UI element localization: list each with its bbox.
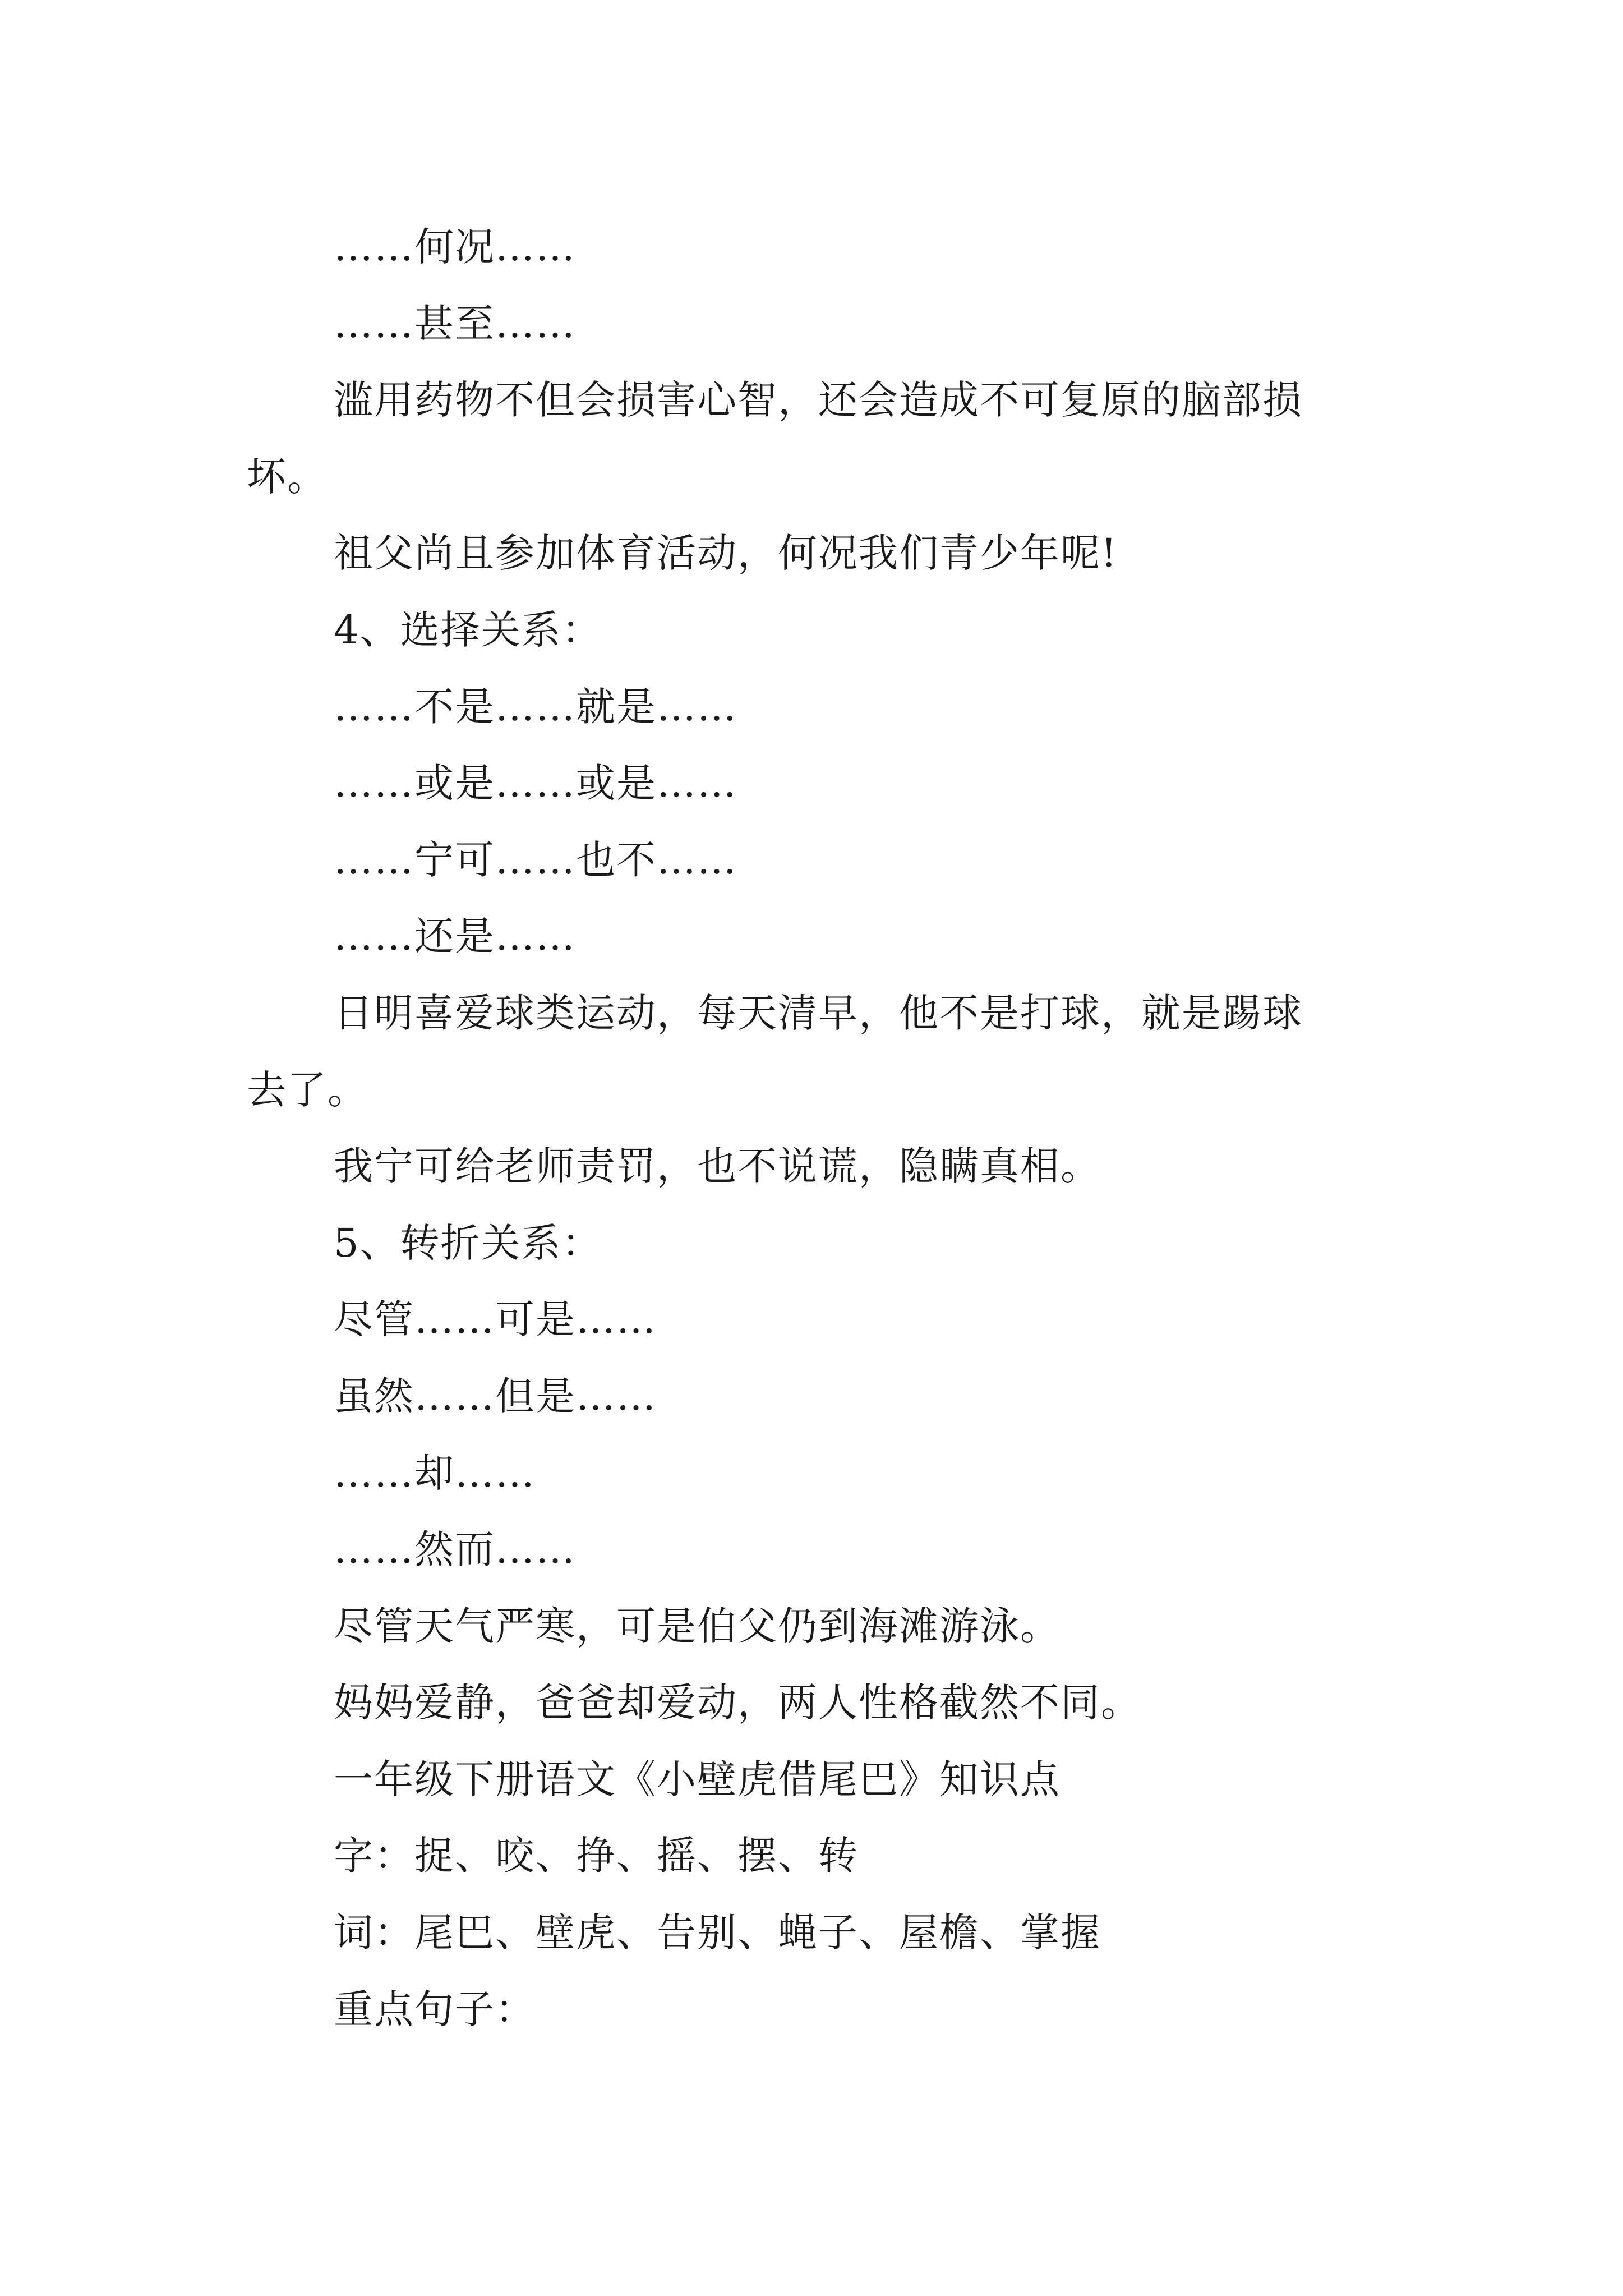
text-line: 日明喜爱球类运动，每天清早，他不是打球，就是踢球: [334, 990, 1303, 1036]
text-line: 虽然……但是……: [334, 1373, 657, 1419]
text-line: ……还是……: [334, 913, 576, 960]
text-line: 词：尾巴、壁虎、告别、蝇子、屋檐、掌握: [334, 1910, 1101, 1956]
document-body: [247, 209, 1391, 2047]
text-line: ……甚至……: [334, 300, 576, 347]
text-line: ……然而……: [334, 1526, 576, 1573]
text-line: ……何况……: [334, 224, 576, 270]
text-line: ……却……: [334, 1450, 536, 1496]
text-line: 尽管……可是……: [334, 1296, 657, 1343]
text-line: ……或是……或是……: [334, 760, 737, 807]
text-line: 字：捉、咬、挣、摇、摆、转: [334, 1833, 859, 1879]
section-heading: 4、选择关系：: [334, 606, 602, 653]
text-line: 重点句子：: [334, 1986, 536, 2032]
text-line: 去了。: [247, 1066, 368, 1113]
text-line: 尽管天气严寒，可是伯父仍到海滩游泳。: [334, 1603, 1061, 1649]
text-line: 坏。: [247, 453, 328, 500]
section-heading: 一年级下册语文《小壁虎借尾巴》知识点: [334, 1756, 1061, 1802]
text-line: ……不是……就是……: [334, 683, 737, 730]
text-line: 滥用药物不但会损害心智，还会造成不可复原的脑部损: [334, 377, 1303, 424]
text-line: 妈妈爱静，爸爸却爱动，两人性格截然不同。: [334, 1680, 1141, 1726]
text-line: 我宁可给老师责罚，也不说谎，隐瞒真相。: [334, 1143, 1101, 1190]
section-heading: 5、转折关系：: [334, 1220, 602, 1266]
text-line: ……宁可……也不……: [334, 836, 737, 883]
text-line: 祖父尚且参加体育活动，何况我们青少年呢!: [334, 530, 1118, 577]
